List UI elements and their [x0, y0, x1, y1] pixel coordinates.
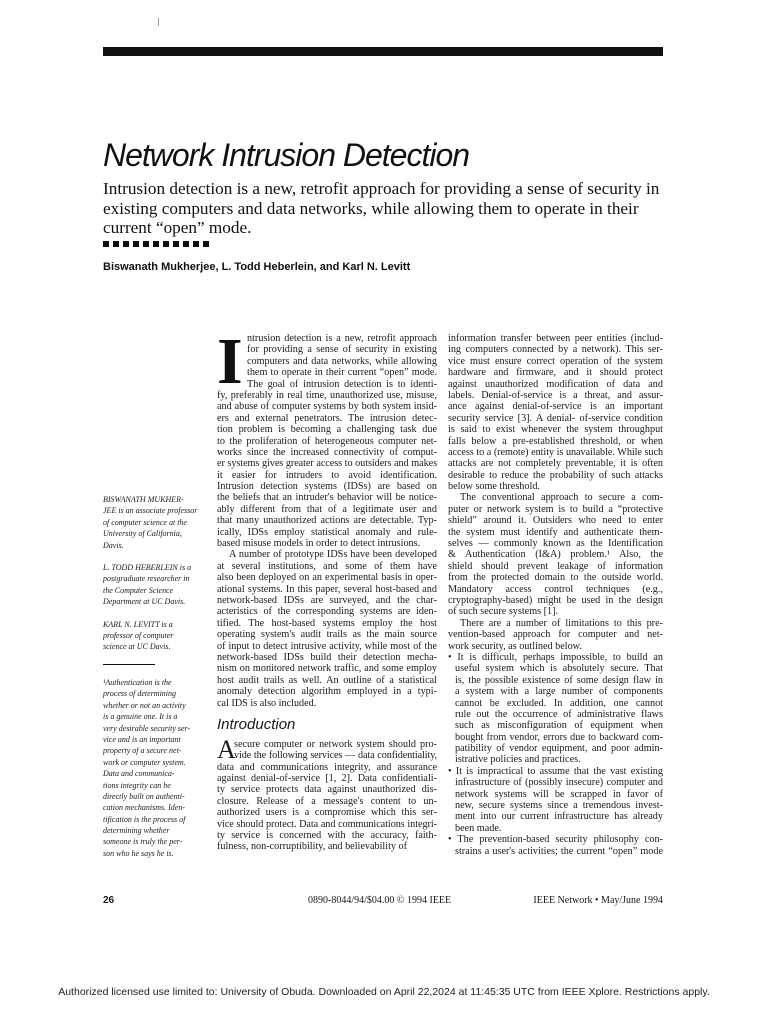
- text-line: nism on monitored network traffic, and some employ: [217, 663, 437, 675]
- text-line: very desirable security ser-: [103, 723, 191, 733]
- text-line: tions integrity can be: [103, 780, 171, 790]
- paragraph: [448, 492, 663, 617]
- text-line: vice must ensure correct operation of the system: [448, 355, 663, 367]
- text-line: to the proliferation of heterogeneous computer net-: [217, 435, 437, 447]
- text-line: secure computer or network system should pro-: [234, 738, 437, 750]
- text-line: cryptography-based) might be used in the design: [448, 594, 663, 606]
- text-line: based misuse models in order to detect intrusions.: [217, 538, 421, 550]
- text-line: cation mechanisms. Iden-: [103, 803, 185, 813]
- text-line: been made.: [455, 822, 502, 834]
- text-line: postgraduate researcher in: [103, 574, 190, 584]
- text-line: science at UC Davis.: [103, 642, 171, 652]
- text-line: hardware and firmware, and it should protect: [448, 367, 663, 379]
- text-line: information transfer between peer entities (includ-: [448, 333, 663, 344]
- scan-mark: [158, 18, 159, 26]
- text-line: against denial-of-service [1, 2]. Data confidentiali-: [217, 773, 437, 785]
- text-line: The conventional approach to secure a com-: [460, 492, 663, 504]
- text-line: Mandatory access control techniques (e.g.,: [448, 583, 663, 595]
- bullet-item: [448, 834, 663, 857]
- text-line: & Authentication (I&A) problem.¹ Also, the: [448, 549, 663, 561]
- text-line: network-based IDSs build their detection mecha-: [217, 651, 437, 663]
- text-line: host audit trails as well. An outline of a statistical: [217, 674, 437, 686]
- text-line: cal IDS is also included.: [217, 697, 317, 709]
- text-line: data and communications integrity, and assurance: [217, 761, 437, 773]
- text-line: A number of prototype IDSs have been developed: [229, 549, 437, 561]
- text-line: Davis.: [103, 540, 124, 550]
- footnote-rule: [103, 664, 155, 665]
- text-line: • It is impractical to assume that the vast existing: [448, 765, 663, 777]
- text-line: ance against denial-of-service is an important: [448, 401, 663, 413]
- bullet-item: [448, 652, 663, 766]
- text-line: ment into our current infrastructure has already: [455, 811, 663, 823]
- issn-copyright: 0890-8044/94/$04.00 © 1994 IEEE: [308, 895, 452, 906]
- text-line: JEE is an associate professor: [103, 506, 198, 516]
- text-line: authorized users is a compromise which this ser-: [217, 807, 437, 819]
- text-line: the system must identify and authenticate them-: [448, 526, 663, 538]
- text-line: ty service protects data against unauthorized dis-: [217, 784, 437, 796]
- text-line: vice and is an important: [103, 734, 181, 744]
- text-line: The goal of intrusion detection is to identi-: [247, 378, 437, 390]
- text-line: works since the increased connectivity of comput-: [217, 446, 437, 458]
- drop-cap: A: [217, 734, 236, 764]
- text-line: tified. The host-based systems employ the host: [217, 617, 437, 629]
- text-line: from the protected domain to the outside world.: [448, 572, 663, 584]
- paragraph: [448, 618, 663, 652]
- text-line: them to operate in their current “open” mode.: [247, 367, 437, 379]
- text-line: a system with a large number of components: [455, 686, 663, 698]
- text-line: rule out the occurrence of administrative flaws: [455, 708, 663, 720]
- text-line: University of California,: [103, 529, 182, 539]
- text-line: for providing a sense of security in existing: [247, 344, 437, 356]
- text-line: network-based IDSs are surveyed, and the char-: [217, 594, 437, 606]
- text-line: that many unauthorized actions are detectable. Typ-: [217, 515, 437, 527]
- paragraph: [217, 549, 437, 708]
- text-line: cannot be excluded. In addition, one cannot: [455, 697, 663, 709]
- text-line: • The prevention-based security philosophy con-: [448, 834, 663, 846]
- paragraph: [217, 734, 437, 853]
- text-line: computers and data networks, while allowing: [247, 355, 437, 367]
- page-number: 26: [103, 895, 115, 906]
- article-subtitle: Intrusion detection is a new, retrofit approach for providing a sense of security in existing computers and data networks, while allowing them to operate in their current “open” mode.: [103, 179, 660, 237]
- text-line: is, the possible existence of some design flaw in: [455, 674, 663, 686]
- text-line: security service [3]. A denial- of-service condition: [448, 412, 663, 424]
- text-line: new, secure systems since a tremendous invest-: [455, 800, 663, 812]
- text-line: of input to detect intrusive activity, while most of the: [217, 640, 437, 652]
- text-line: tification is the process of: [103, 814, 186, 824]
- text-line: is a genuine one. It is a: [103, 712, 178, 722]
- text-line: access to a (remote) entity is unavailable. While such: [448, 446, 663, 458]
- text-line: below some threshold.: [448, 481, 540, 493]
- article-title: Network Intrusion Detection: [103, 137, 470, 173]
- journal-issue: IEEE Network • May/June 1994: [533, 895, 663, 906]
- text-line: determining whether: [103, 826, 170, 836]
- header-rule: [103, 47, 663, 56]
- text-line: professor of computer: [103, 630, 174, 640]
- text-line: at several institutions, and some of them have: [217, 560, 437, 572]
- text-line: strains a user's activities; the current “open” mode: [455, 845, 663, 857]
- text-line: tion problem is becoming a challenging task due: [217, 424, 437, 436]
- text-line: falls below a pre-established threshold, or when: [448, 435, 663, 447]
- text-line: bought from vendor, errors due to backward com-: [455, 731, 663, 743]
- text-line: of computer science at the: [103, 517, 187, 527]
- drop-cap: I: [217, 325, 243, 398]
- text-line: patibility of vendor equipment, and poor admin-: [455, 743, 663, 755]
- text-line: labels. Denial-of-service is a threat, and assur-: [448, 389, 663, 401]
- author-bios: [103, 494, 213, 653]
- text-line: vention-based approach for computer and net-: [448, 629, 663, 641]
- text-line: work security, as outlined below.: [448, 640, 582, 652]
- text-line: ically, IDSs employ statistical anomaly and rule-: [217, 526, 437, 538]
- text-line: such as misconfiguration of equipment when: [455, 720, 663, 732]
- text-line: and abuse of computer systems by both system insid-: [217, 401, 437, 413]
- sidebar: [103, 494, 213, 859]
- text-line: shield” around it. Outsiders who need to enter: [448, 515, 663, 527]
- text-line: whether or not an activity: [103, 700, 186, 710]
- bullet-item: [448, 766, 663, 834]
- text-line: against unauthorized modification of data and: [448, 378, 663, 390]
- text-line: the beliefs that an intruder's behavior will be notice-: [217, 492, 437, 504]
- text-line: process of determining: [103, 689, 177, 699]
- text-line: useful system which is absolutely secure. That: [455, 663, 663, 675]
- text-line: There are a number of limitations to this pre-: [460, 617, 663, 629]
- text-line: shield should prevent leakage of information: [448, 560, 663, 572]
- text-line: ¹Authentication is the: [103, 677, 172, 687]
- text-line: anomaly detection algorithm employed in a typi-: [217, 686, 437, 698]
- body-column-3: [448, 333, 663, 857]
- bullet-list: [448, 652, 663, 857]
- text-line: L. TODD HEBERLEIN is a: [103, 562, 192, 572]
- text-line: Department at UC Davis.: [103, 597, 186, 607]
- text-line: it easier for intruders to avoid identification.: [217, 469, 437, 481]
- text-line: someone is truly the per-: [103, 837, 183, 847]
- text-line: of such secure systems [1].: [448, 606, 559, 618]
- text-line: the Computer Science: [103, 585, 174, 595]
- text-line: vice should protect. Data and communications integri-: [217, 818, 437, 830]
- text-line: attacks are not completely preventable, it is often: [448, 458, 663, 470]
- text-line: son who he says he is.: [103, 848, 174, 858]
- text-line: puter or network system is to build a “protective: [448, 503, 663, 515]
- text-line: property of a secure net-: [103, 746, 182, 756]
- body-column-2: [217, 325, 437, 853]
- text-line: KARL N. LEVITT is a: [103, 619, 173, 629]
- text-line: istrative policies and practices.: [455, 754, 581, 766]
- text-line: ntrusion detection is a new, retrofit approach: [247, 333, 437, 344]
- text-line: infrastructure of (possibly insecure) computer and: [455, 777, 663, 789]
- text-line: • It is difficult, perhaps impossible, to build an: [448, 651, 663, 663]
- section-heading: Introduction: [217, 715, 296, 733]
- text-line: fulness, non-corruptibility, and believability of: [217, 841, 408, 853]
- footnote: [103, 677, 213, 859]
- text-line: is said to exist whenever the system throughput: [448, 424, 663, 436]
- text-line: er systems gives greater access to outsiders and makes: [217, 458, 437, 470]
- text-line: ably different from that of a legitimate user and: [217, 503, 437, 515]
- text-line: BISWANATH MUKHER-: [103, 495, 184, 504]
- text-line: ty service is concerned with the accuracy, faith-: [217, 830, 437, 842]
- text-line: directly built on authenti-: [103, 791, 185, 801]
- text-line: network systems will be scrapped in favor of: [455, 788, 663, 800]
- text-line: ational systems. In this paper, several host-based and: [217, 583, 437, 595]
- text-line: Intrusion detection systems (IDSs) are based on: [217, 481, 437, 493]
- text-line: selves — commonly known as the Identification: [448, 538, 663, 550]
- text-line: acteristics of the corresponding systems are iden-: [217, 606, 437, 618]
- text-line: also been deployed on an experimental basis in oper-: [217, 572, 437, 584]
- text-line: operating system's audit trails as the main source: [217, 629, 437, 641]
- text-line: desirable to reduce the probability of such attacks: [448, 469, 663, 481]
- text-line: work or computer system.: [103, 757, 186, 767]
- text-line: ing computers connected by a network). This ser-: [448, 344, 663, 356]
- author-bio: [103, 494, 213, 551]
- text-line: Data and communica-: [103, 769, 175, 779]
- text-line: closure. Release of a message's content to un-: [217, 795, 437, 807]
- paragraph: [448, 333, 663, 492]
- text-line: ers and external penetrators. The intrusion detec-: [217, 412, 437, 424]
- text-line: fy, preferably in real time, unauthorized use, misuse,: [217, 389, 437, 401]
- license-notice: Authorized licensed use limited to: University of Obuda. Downloaded on April 22,2024 at 11:45:35 UTC from IEEE Xplore. Restrictions apply.: [58, 986, 710, 998]
- article-authors: Biswanath Mukherjee, L. Todd Heberlein, and Karl N. Levitt: [103, 261, 411, 273]
- text-line: vide the following services — data confidentiality,: [234, 750, 437, 762]
- paragraph: [217, 390, 437, 549]
- author-bio: [103, 619, 213, 653]
- decorative-squares: [103, 241, 209, 247]
- author-bio: [103, 562, 213, 608]
